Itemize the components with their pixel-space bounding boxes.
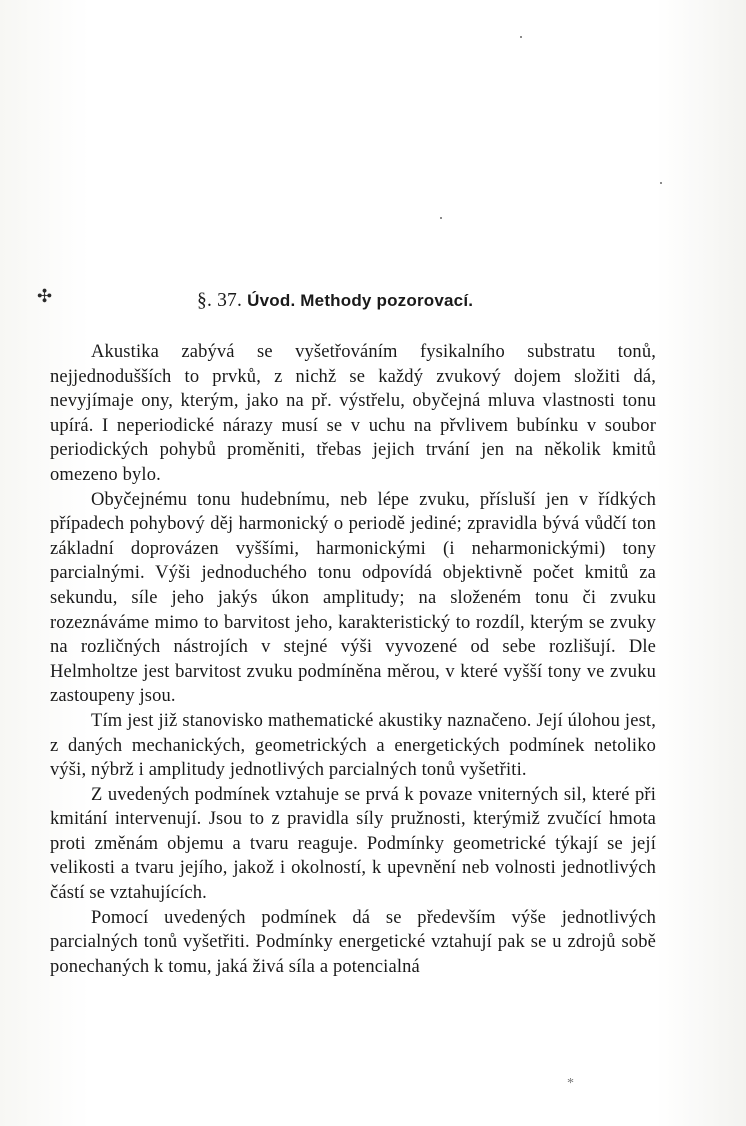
section-title: Úvod. Methody pozorovací. xyxy=(247,291,474,310)
section-ornament: ✣ xyxy=(37,286,53,306)
paragraph-1: Akustika zabývá se vyšetřováním fysikalního substratu tonů, nejjednodušších to prvků, z nichž se každý zvukový dojem složiti dá, nevyjímaje ony, kterým, jako na př. výstřelu, obyčejná mluva vlastnosti tonu upírá. I neperiodické nárazy musí se v uchu na přvlivem bubínku v soubor periodických pohybů proměniti, třebas jejich trvání jen na několik kmitů omezeno bylo. xyxy=(50,342,656,485)
section-heading xyxy=(197,290,657,312)
paper-speck xyxy=(520,36,522,38)
paper-speck xyxy=(440,217,442,219)
paragraph-5: Pomocí uvedených podmínek dá se především výše jednotlivých parcialných tonů vyšetřiti. Podmínky energetické vztahují pak se u zdrojů sobě ponechaných k tomu, jaká živá síla a potencialná xyxy=(50,907,656,977)
paragraph-2: Obyčejnému tonu hudebnímu, neb lépe zvuku, přísluší jen v řídkých případech pohybový děj harmonický o periodě jediné; zpravidla bývá vůdčí ton základní doprovázen vyššími, harmonickými (i neharmonickými) tony parcialnými. Výši jednoduchého tonu odpovídá objektivně počet kmitů za sekundu, síle jeho jakýs úkon amplitudy; na složeném tonu či zvuku rozeznáváme mimo to barvitost jeho, karakteristický to rozdíl, kterým se zvuky na rozličných nástrojích v stejné výši vyvozené od sebe rozlišují. Dle Helmholtze jest barvitost zvuku podmíněna měrou, v které vyšší tony ve zvuku zastoupeny jsou. xyxy=(50,489,656,707)
body-text xyxy=(50,340,656,979)
footer-mark: * xyxy=(567,1076,574,1091)
paper-speck xyxy=(660,182,662,184)
section-number: §. 37. xyxy=(197,290,243,311)
paragraph-4: Z uvedených podmínek vztahuje se prvá k povaze vniterných sil, které při kmitání intervenují. Jsou to z pravidla síly pružnosti, kterýmiž zvučící hmota proti změnám objemu a tvaru reaguje. Podmínky geometrické týkají se její velikosti a tvaru jejího, jakož i okolností, k upevnění neb volnosti jednotlivých částí se vztahujících. xyxy=(50,784,656,904)
paragraph-3: Tím jest již stanovisko mathematické akustiky naznačeno. Její úlohou jest, z daných mechanických, geometrických a energetických podmínek netoliko výši, nýbrž i amplitudy jednotlivých parcialných tonů vyšetřiti. xyxy=(50,710,656,781)
